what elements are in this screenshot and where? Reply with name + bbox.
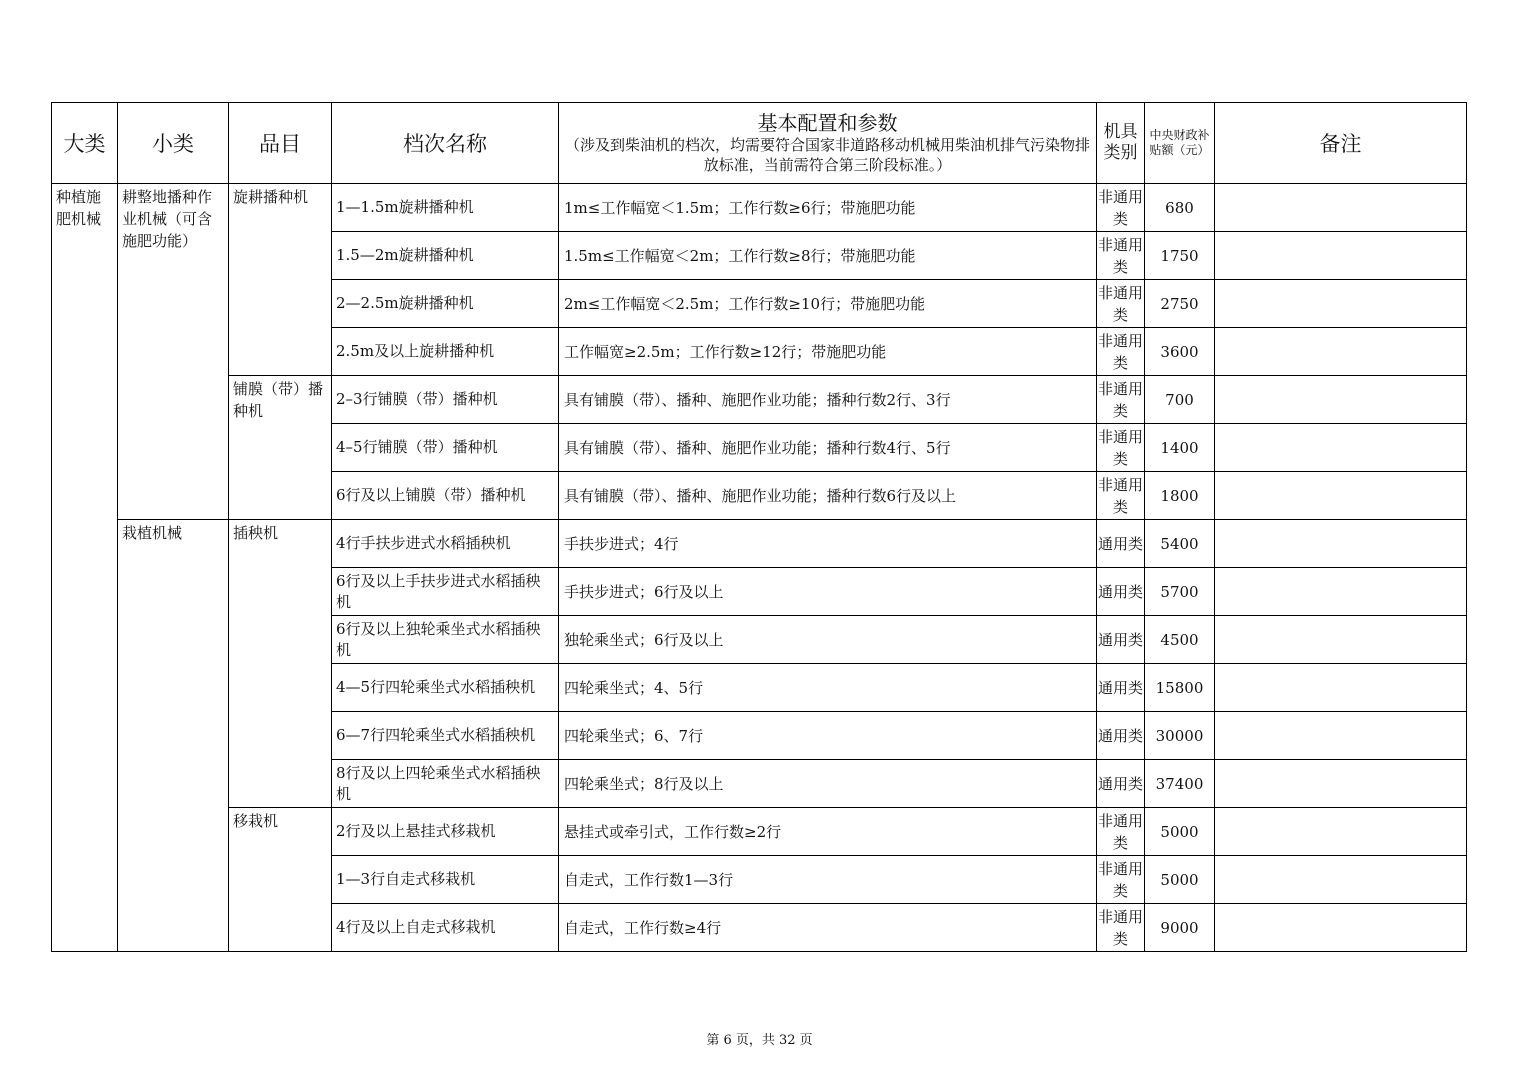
- col-header-category: 大类: [52, 103, 118, 184]
- category-cell: 种植施肥机械: [52, 184, 118, 952]
- tier-params: 四轮乘坐式；6、7行: [559, 712, 1097, 760]
- col-header-subcategory: 小类: [118, 103, 229, 184]
- remark-cell: [1215, 712, 1467, 760]
- table-row: [52, 184, 1467, 232]
- tier-name: 1—3行自走式移栽机: [332, 856, 559, 904]
- tier-params: 工作幅宽≥2.5m；工作行数≥12行；带施肥功能: [559, 328, 1097, 376]
- tier-params: 手扶步进式；6行及以上: [559, 568, 1097, 616]
- remark-cell: [1215, 424, 1467, 472]
- machine-type: 非通用类: [1097, 184, 1145, 232]
- tier-params: 1.5m≤工作幅宽＜2m；工作行数≥8行；带施肥功能: [559, 232, 1097, 280]
- tier-name: 4–5行铺膜（带）播种机: [332, 424, 559, 472]
- subsidy-amount: 4500: [1145, 616, 1215, 664]
- item-cell: 铺膜（带）播种机: [229, 376, 332, 520]
- machine-type: 非通用类: [1097, 904, 1145, 952]
- item-cell: 移栽机: [229, 808, 332, 952]
- tier-name: 4—5行四轮乘坐式水稻插秧机: [332, 664, 559, 712]
- tier-name: 6行及以上手扶步进式水稻插秧机: [332, 568, 559, 616]
- tier-name: 4行手扶步进式水稻插秧机: [332, 520, 559, 568]
- remark-cell: [1215, 520, 1467, 568]
- machine-type: 通用类: [1097, 712, 1145, 760]
- tier-name: 2—2.5m旋耕播种机: [332, 280, 559, 328]
- tier-params: 四轮乘坐式；8行及以上: [559, 760, 1097, 808]
- tier-name: 1.5—2m旋耕播种机: [332, 232, 559, 280]
- subsidy-amount: 9000: [1145, 904, 1215, 952]
- page-footer: 第 6 页，共 32 页: [706, 1033, 813, 1048]
- subsidy-amount: 37400: [1145, 760, 1215, 808]
- tier-params: 具有铺膜（带）、播种、施肥作业功能；播种行数4行、5行: [559, 424, 1097, 472]
- tier-name: 2.5m及以上旋耕播种机: [332, 328, 559, 376]
- machine-type: 通用类: [1097, 616, 1145, 664]
- remark-cell: [1215, 664, 1467, 712]
- machine-type: 非通用类: [1097, 376, 1145, 424]
- tier-params: 2m≤工作幅宽＜2.5m；工作行数≥10行；带施肥功能: [559, 280, 1097, 328]
- col-header-config: [559, 103, 1097, 184]
- tier-params: 具有铺膜（带）、播种、施肥作业功能；播种行数6行及以上: [559, 472, 1097, 520]
- subcategory-cell: 耕整地播种作业机械（可含施肥功能）: [118, 184, 229, 520]
- machine-type: 通用类: [1097, 520, 1145, 568]
- subsidy-amount: 1800: [1145, 472, 1215, 520]
- remark-cell: [1215, 760, 1467, 808]
- item-cell: 旋耕播种机: [229, 184, 332, 376]
- tier-params: 1m≤工作幅宽＜1.5m；工作行数≥6行；带施肥功能: [559, 184, 1097, 232]
- remark-cell: [1215, 280, 1467, 328]
- machine-type: 非通用类: [1097, 328, 1145, 376]
- tier-params: 自走式，工作行数1—3行: [559, 856, 1097, 904]
- subsidy-amount: 15800: [1145, 664, 1215, 712]
- subsidy-amount: 5000: [1145, 808, 1215, 856]
- remark-cell: [1215, 904, 1467, 952]
- tier-params: 独轮乘坐式；6行及以上: [559, 616, 1097, 664]
- col-header-subsidy: 中央财政补贴额（元）: [1145, 103, 1215, 184]
- machine-type: 非通用类: [1097, 472, 1145, 520]
- tier-params: 自走式，工作行数≥4行: [559, 904, 1097, 952]
- remark-cell: [1215, 472, 1467, 520]
- col-header-type: 机具类别: [1097, 103, 1145, 184]
- tier-name: 8行及以上四轮乘坐式水稻插秧机: [332, 760, 559, 808]
- table-row: [52, 808, 1467, 856]
- remark-cell: [1215, 232, 1467, 280]
- machine-type: 非通用类: [1097, 856, 1145, 904]
- col-header-tier: 档次名称: [332, 103, 559, 184]
- tier-params: 具有铺膜（带）、播种、施肥作业功能；播种行数2行、3行: [559, 376, 1097, 424]
- table-header-row: [52, 103, 1467, 184]
- tier-name: 2行及以上悬挂式移栽机: [332, 808, 559, 856]
- tier-name: 6行及以上铺膜（带）播种机: [332, 472, 559, 520]
- table-row: [52, 520, 1467, 568]
- subsidy-table: [51, 102, 1467, 952]
- col-header-item: 品目: [229, 103, 332, 184]
- remark-cell: [1215, 568, 1467, 616]
- remark-cell: [1215, 184, 1467, 232]
- col-header-remark: 备注: [1215, 103, 1467, 184]
- table-row: [52, 376, 1467, 424]
- machine-type: 非通用类: [1097, 808, 1145, 856]
- config-title: 基本配置和参数: [757, 111, 898, 135]
- tier-name: 6行及以上独轮乘坐式水稻插秧机: [332, 616, 559, 664]
- subsidy-amount: 2750: [1145, 280, 1215, 328]
- item-cell: 插秧机: [229, 520, 332, 808]
- subsidy-amount: 1750: [1145, 232, 1215, 280]
- subsidy-amount: 700: [1145, 376, 1215, 424]
- remark-cell: [1215, 376, 1467, 424]
- tier-params: 悬挂式或牵引式，工作行数≥2行: [559, 808, 1097, 856]
- tier-params: 手扶步进式；4行: [559, 520, 1097, 568]
- subsidy-amount: 5400: [1145, 520, 1215, 568]
- subsidy-amount: 30000: [1145, 712, 1215, 760]
- remark-cell: [1215, 856, 1467, 904]
- machine-type: 非通用类: [1097, 280, 1145, 328]
- subsidy-amount: 680: [1145, 184, 1215, 232]
- tier-params: 四轮乘坐式；4、5行: [559, 664, 1097, 712]
- subsidy-amount: 3600: [1145, 328, 1215, 376]
- tier-name: 6—7行四轮乘坐式水稻插秧机: [332, 712, 559, 760]
- machine-type: 通用类: [1097, 664, 1145, 712]
- subcategory-cell: 栽植机械: [118, 520, 229, 952]
- remark-cell: [1215, 328, 1467, 376]
- subsidy-amount: 1400: [1145, 424, 1215, 472]
- config-note: （涉及到柴油机的档次，均需要符合国家非道路移动机械用柴油机排气污染物排放标准，当前需符合第三阶段标准。）: [564, 136, 1090, 174]
- remark-cell: [1215, 616, 1467, 664]
- machine-type: 非通用类: [1097, 232, 1145, 280]
- machine-type: 非通用类: [1097, 424, 1145, 472]
- tier-name: 2–3行铺膜（带）播种机: [332, 376, 559, 424]
- subsidy-amount: 5700: [1145, 568, 1215, 616]
- remark-cell: [1215, 808, 1467, 856]
- machine-type: 通用类: [1097, 760, 1145, 808]
- machine-type: 通用类: [1097, 568, 1145, 616]
- subsidy-amount: 5000: [1145, 856, 1215, 904]
- tier-name: 4行及以上自走式移栽机: [332, 904, 559, 952]
- tier-name: 1—1.5m旋耕播种机: [332, 184, 559, 232]
